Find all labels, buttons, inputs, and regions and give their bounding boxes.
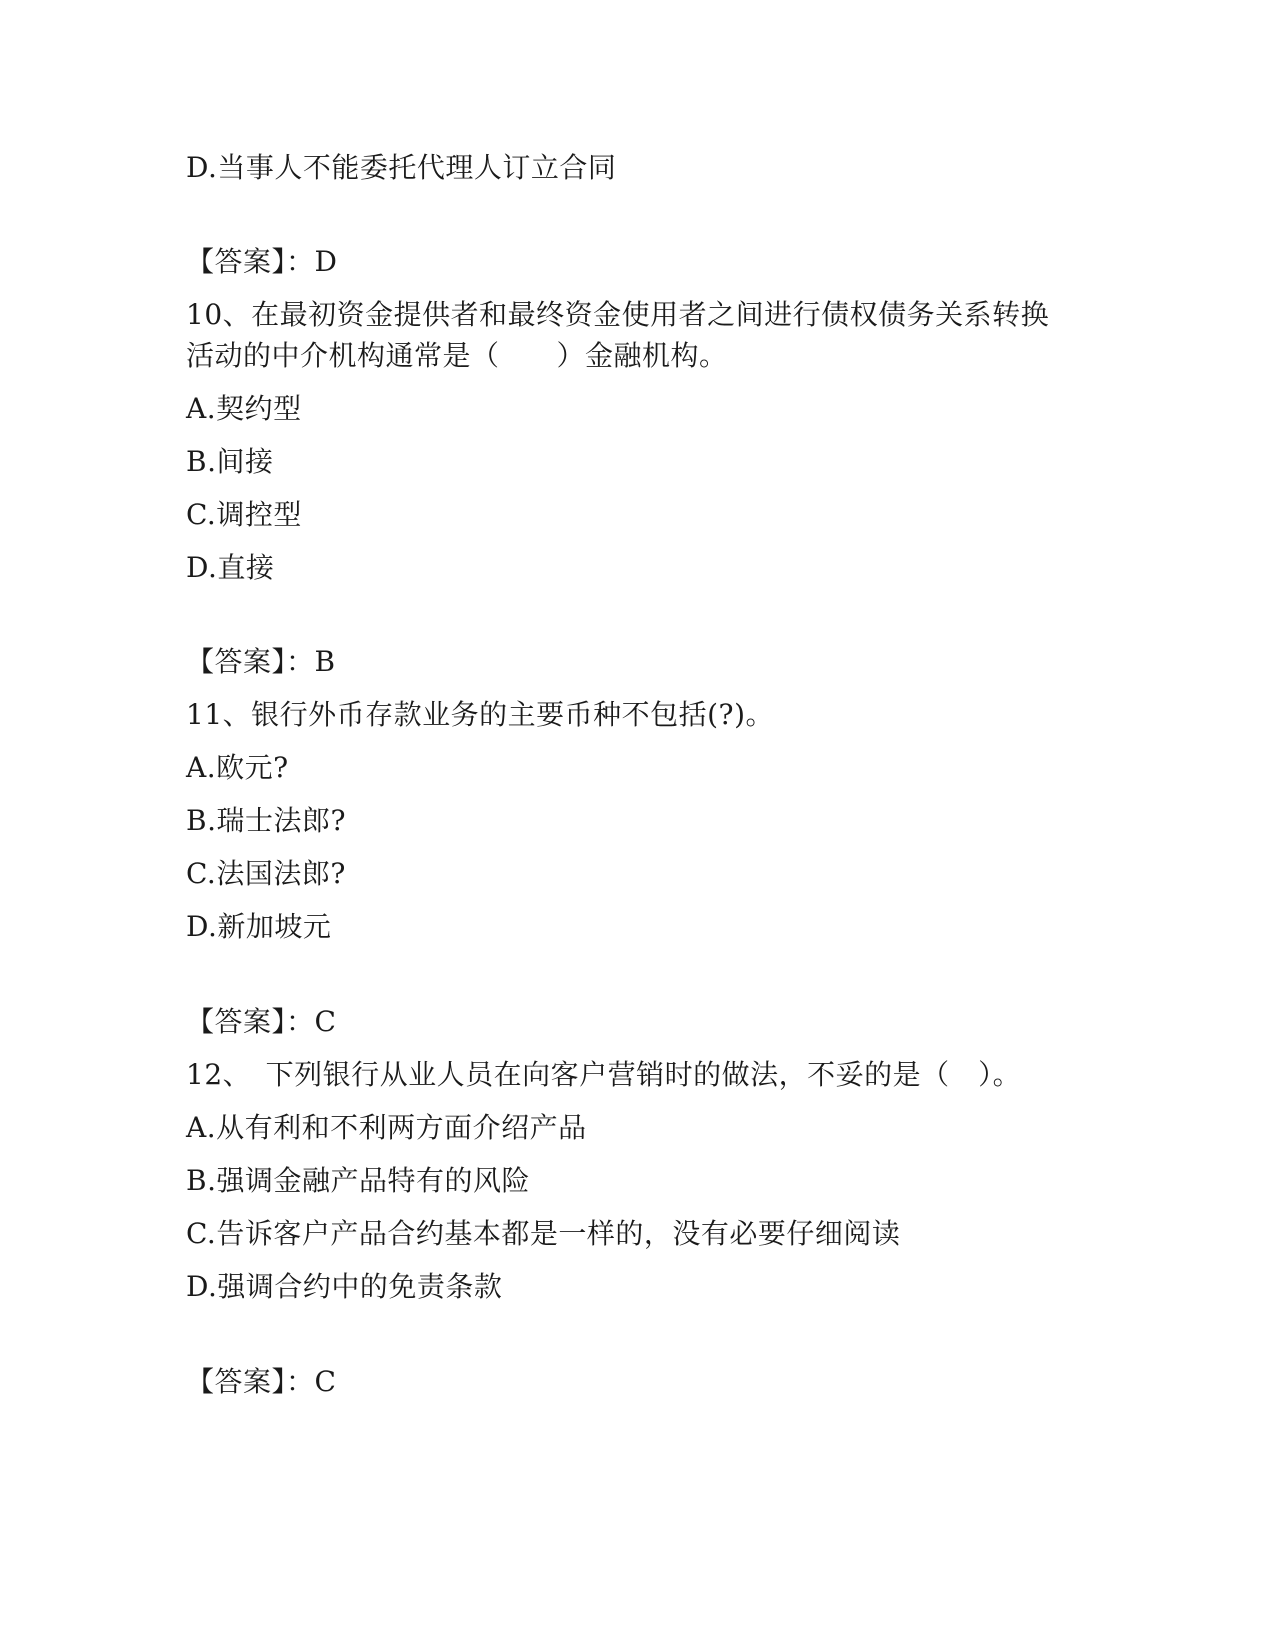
q10-answer: 【答案】：B (186, 645, 336, 678)
q12-option-d: D.强调合约中的免责条款 (186, 1270, 503, 1303)
q12-stem: 12、 下列银行从业人员在向客户营销时的做法，不妥的是（ ）。 (186, 1058, 1022, 1091)
q11-option-c: C.法国法郎? (186, 857, 346, 890)
q12-option-c: C.告诉客户产品合约基本都是一样的，没有必要仔细阅读 (186, 1217, 901, 1250)
q11-option-d: D.新加坡元 (186, 910, 332, 943)
q10-option-c: C.调控型 (186, 498, 302, 531)
q10-option-a: A.契约型 (186, 392, 302, 425)
q10-option-b: B.间接 (186, 445, 274, 478)
q11-option-b: B.瑞士法郎? (186, 804, 346, 837)
q10-stem-line2: 活动的中介机构通常是（ ）金融机构。 (186, 339, 728, 372)
q12-option-b: B.强调金融产品特有的风险 (186, 1164, 530, 1197)
q10-stem-line1: 10、在最初资金提供者和最终资金使用者之间进行债权债务关系转换 (186, 298, 1050, 331)
q9-option-d: D.当事人不能委托代理人订立合同 (186, 151, 617, 184)
q12-answer: 【答案】：C (186, 1365, 337, 1398)
q10-option-d: D.直接 (186, 551, 275, 584)
q11-stem: 11、银行外币存款业务的主要币种不包括(?)。 (186, 698, 774, 731)
q11-answer: 【答案】：C (186, 1005, 337, 1038)
q9-answer: 【答案】：D (186, 245, 338, 278)
q11-option-a: A.欧元? (186, 751, 289, 784)
q12-option-a: A.从有利和不利两方面介绍产品 (186, 1111, 587, 1144)
